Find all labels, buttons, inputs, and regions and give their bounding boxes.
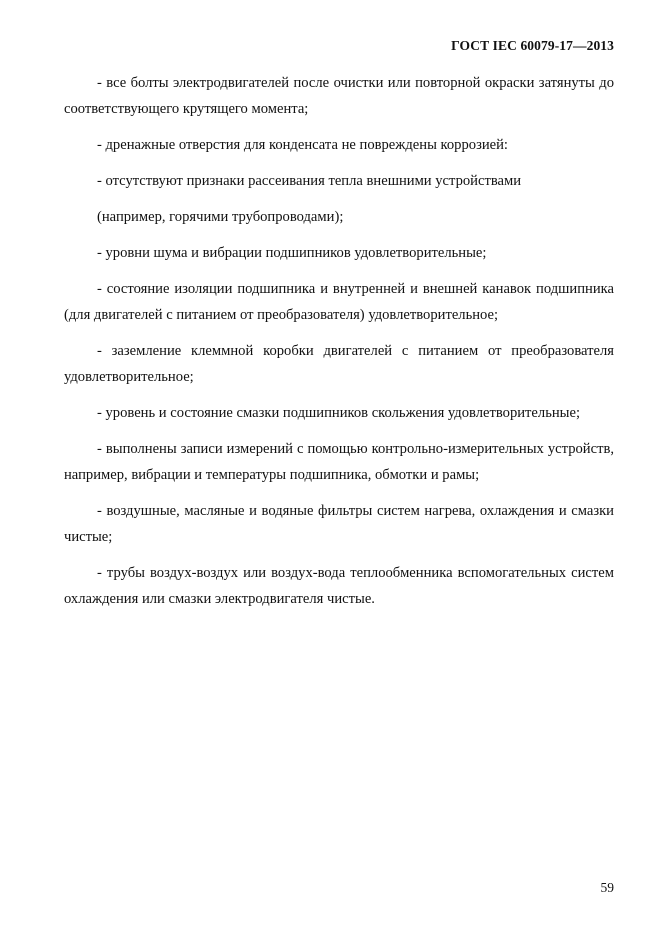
list-item-measurement-records: - выполнены записи измерений с помощью контрольно-измерительных устройств, например, вибрации и температуры подшипника, обмотки и рамы; <box>64 441 614 483</box>
list-item-heat-dissipation-example: (например, горячими трубопроводами); <box>97 209 344 225</box>
list-item-heat-exchanger-tubes: - трубы воздух-воздух или воздух-вода теплообменника вспомогательных систем охлаждения или смазки электродвигателя чистые. <box>64 565 614 607</box>
list-item-drain-holes: - дренажные отверстия для конденсата не повреждены коррозией: <box>97 137 508 153</box>
list-item-bolts-torque: - все болты электродвигателей после очистки или повторной окраски затянуты до соответствующего крутящего момента; <box>64 75 614 117</box>
list-item-noise-vibration: - уровни шума и вибрации подшипников удовлетворительные; <box>97 245 487 261</box>
document-header: ГОСТ IEC 60079-17—2013 <box>451 38 614 53</box>
list-item-bearing-insulation: - состояние изоляции подшипника и внутренней и внешней канавок подшипника (для двигателей с питанием от преобразователя) удовлетворительное; <box>64 281 614 323</box>
document-body <box>64 70 614 622</box>
list-item-filters: - воздушные, масляные и водяные фильтры систем нагрева, охлаждения и смазки чистые; <box>64 503 614 545</box>
list-item-heat-dissipation: - отсутствуют признаки рассеивания тепла внешними устройствами <box>97 173 522 189</box>
list-item-lubrication: - уровень и состояние смазки подшипников скольжения удовлетворительные; <box>97 405 580 421</box>
list-item-terminal-box-grounding: - заземление клеммной коробки двигателей с питанием от преобразователя удовлетворительное; <box>64 343 614 385</box>
page-number: 59 <box>600 880 614 895</box>
